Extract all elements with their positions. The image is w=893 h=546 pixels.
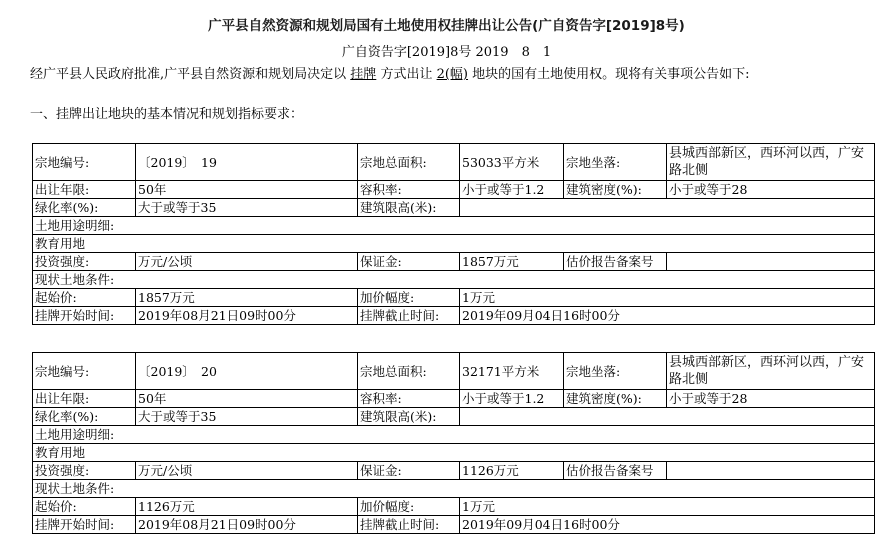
increment-label: 加价幅度:	[358, 289, 460, 307]
intro-suffix: 地块的国有土地使用权。现将有关事项公告如下:	[472, 67, 750, 82]
start-price-value: 1126万元	[136, 498, 358, 516]
land-use-detail-label: 土地用途明细:	[33, 426, 875, 444]
table-row	[33, 462, 875, 480]
building-density-value: 小于或等于28	[667, 181, 875, 199]
green-ratio-value: 大于或等于35	[136, 199, 358, 217]
plot-ratio-value: 小于或等于1.2	[460, 181, 564, 199]
increment-label: 加价幅度:	[358, 498, 460, 516]
plot-ratio-label: 容积率:	[358, 390, 460, 408]
investment-label: 投资强度:	[33, 462, 136, 480]
parcel-no-label: 宗地编号:	[33, 353, 136, 390]
listing-start-label: 挂牌开始时间:	[33, 516, 136, 534]
height-limit-value	[460, 408, 875, 426]
listing-end-value: 2019年09月04日16时00分	[460, 307, 875, 325]
land-use-detail-label: 土地用途明细:	[33, 217, 875, 235]
height-limit-label: 建筑限高(米):	[358, 408, 460, 426]
page-title: 广平县自然资源和规划局国有土地使用权挂牌出让公告(广自资告字[2019]8号)	[208, 18, 685, 34]
parcel-table-2	[32, 352, 875, 534]
plot-ratio-value: 小于或等于1.2	[460, 390, 564, 408]
investment-value: 万元/公顷	[136, 462, 358, 480]
table-row	[33, 289, 875, 307]
parcel-no-value: 〔2019〕 20	[136, 353, 358, 390]
building-density-value: 小于或等于28	[667, 390, 875, 408]
current-condition-label: 现状土地条件:	[33, 480, 875, 498]
plot-ratio-label: 容积率:	[358, 181, 460, 199]
table-row	[33, 498, 875, 516]
table-row	[33, 480, 875, 498]
section-heading: 一、挂牌出让地块的基本情况和规划指标要求：	[30, 107, 304, 122]
document-number: 广自资告字[2019]8号 2019 8 1	[341, 45, 552, 60]
table-row	[33, 426, 875, 444]
investment-value: 万元/公顷	[136, 253, 358, 271]
listing-start-value: 2019年08月21日09时00分	[136, 307, 358, 325]
start-price-label: 起始价:	[33, 498, 136, 516]
deposit-value: 1857万元	[460, 253, 564, 271]
location-value: 县城西部新区，西环河以西，广安路北侧	[667, 353, 875, 390]
intro-count: 2(幅)	[436, 67, 469, 82]
appraisal-label: 估价报告备案号	[564, 253, 667, 271]
table-row	[33, 353, 875, 390]
listing-end-label: 挂牌截止时间:	[358, 307, 460, 325]
deposit-value: 1126万元	[460, 462, 564, 480]
location-label: 宗地坐落:	[564, 353, 667, 390]
green-ratio-value: 大于或等于35	[136, 408, 358, 426]
intro-method: 挂牌	[350, 67, 377, 82]
increment-value: 1万元	[460, 289, 875, 307]
height-limit-label: 建筑限高(米):	[358, 199, 460, 217]
land-use-value: 教育用地	[33, 235, 875, 253]
green-ratio-label: 绿化率(%):	[33, 408, 136, 426]
table-row	[33, 181, 875, 199]
location-value: 县城西部新区，西环河以西，广安路北侧	[667, 144, 875, 181]
listing-start-value: 2019年08月21日09时00分	[136, 516, 358, 534]
total-area-value: 32171平方米	[460, 353, 564, 390]
table-row	[33, 408, 875, 426]
term-label: 出让年限:	[33, 181, 136, 199]
total-area-label: 宗地总面积:	[358, 144, 460, 181]
table-row	[33, 235, 875, 253]
land-use-value: 教育用地	[33, 444, 875, 462]
appraisal-label: 估价报告备案号	[564, 462, 667, 480]
intro-prefix: 经广平县人民政府批准,广平县自然资源和规划局决定以	[30, 67, 347, 82]
appraisal-value	[667, 462, 875, 480]
listing-end-label: 挂牌截止时间:	[358, 516, 460, 534]
increment-value: 1万元	[460, 498, 875, 516]
intro-paragraph	[30, 63, 750, 82]
table-row	[33, 516, 875, 534]
investment-label: 投资强度:	[33, 253, 136, 271]
total-area-value: 53033平方米	[460, 144, 564, 181]
deposit-label: 保证金:	[358, 462, 460, 480]
start-price-label: 起始价:	[33, 289, 136, 307]
table-row	[33, 253, 875, 271]
table-row	[33, 444, 875, 462]
parcel-no-value: 〔2019〕 19	[136, 144, 358, 181]
location-label: 宗地坐落:	[564, 144, 667, 181]
building-density-label: 建筑密度(%):	[564, 181, 667, 199]
deposit-label: 保证金:	[358, 253, 460, 271]
parcel-no-label: 宗地编号:	[33, 144, 136, 181]
building-density-label: 建筑密度(%):	[564, 390, 667, 408]
term-value: 50年	[136, 181, 358, 199]
table-row	[33, 307, 875, 325]
table-row	[33, 217, 875, 235]
listing-end-value: 2019年09月04日16时00分	[460, 516, 875, 534]
table-row	[33, 199, 875, 217]
total-area-label: 宗地总面积:	[358, 353, 460, 390]
listing-start-label: 挂牌开始时间:	[33, 307, 136, 325]
parcel-table-1	[32, 143, 875, 325]
appraisal-value	[667, 253, 875, 271]
table-row	[33, 390, 875, 408]
intro-middle: 方式出让	[380, 67, 433, 82]
current-condition-label: 现状土地条件:	[33, 271, 875, 289]
table-row	[33, 144, 875, 181]
term-label: 出让年限:	[33, 390, 136, 408]
term-value: 50年	[136, 390, 358, 408]
height-limit-value	[460, 199, 875, 217]
green-ratio-label: 绿化率(%):	[33, 199, 136, 217]
start-price-value: 1857万元	[136, 289, 358, 307]
table-row	[33, 271, 875, 289]
